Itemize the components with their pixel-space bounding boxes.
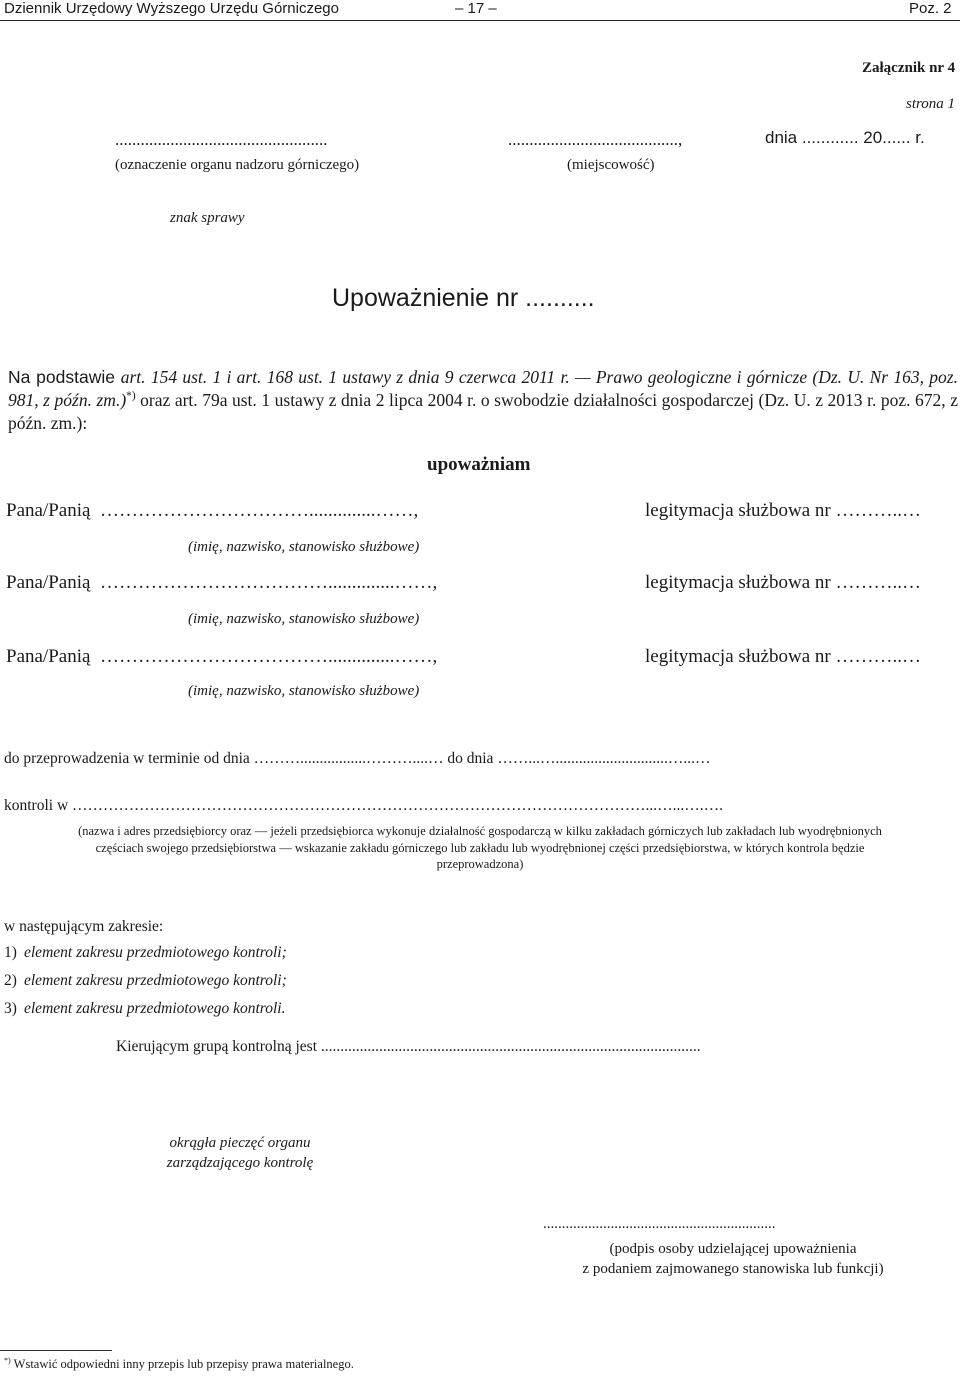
footnote-ref: *) bbox=[126, 390, 136, 403]
leader-line: Kierującym grupą kontrolną jest .................................................................................................. bbox=[116, 1038, 701, 1055]
scope-item-3-num: 3) bbox=[4, 1000, 17, 1017]
authority-dots: .................................................. bbox=[115, 130, 328, 149]
signature-line-1: (podpis osoby udzielającej upoważnienia bbox=[609, 1241, 857, 1257]
date-field: dnia ............ 20...... r. bbox=[765, 128, 925, 147]
footnote bbox=[4, 1357, 354, 1372]
authority-label: (oznaczenie organu nadzoru górniczego) bbox=[115, 157, 360, 173]
place-label: (miejscowość) bbox=[567, 157, 655, 173]
person-1-prefix: Pana/Panią bbox=[6, 500, 91, 521]
person-1-caption: (imię, nazwisko, stanowisko służbowe) bbox=[188, 539, 420, 555]
scope-item-2-num: 2) bbox=[4, 972, 17, 989]
case-sign: znak sprawy bbox=[170, 210, 245, 226]
term-line: do przeprowadzenia w terminie od dnia ……….................………....… do dnia ……...….............................…...… bbox=[4, 750, 711, 767]
control-line: kontroli w …………………………………………………………………………………………………...…...….…. bbox=[4, 797, 724, 814]
person-2-id: legitymacja służbowa nr ………..… bbox=[645, 572, 921, 593]
legal-basis-part3: oraz art. 79a ust. 1 ustawy z dnia 2 lipca 2004 r. o swobodzie działalności gospodarczej (Dz. U. z 2013 r. poz. 672, z późn. zm.): bbox=[8, 390, 958, 433]
person-2-dots: ………………………………..............……, bbox=[100, 572, 438, 593]
signature-dots: .............................................................. bbox=[543, 1216, 776, 1232]
scope-item-1-num: 1) bbox=[4, 944, 17, 961]
attachment-page: strona 1 bbox=[906, 96, 956, 112]
stamp-line-1: okrągła pieczęć organu bbox=[169, 1135, 311, 1151]
signature-line-2: z podaniem zajmowanego stanowiska lub funkcji) bbox=[582, 1261, 884, 1277]
person-1-id: legitymacja służbowa nr ………..… bbox=[645, 500, 921, 521]
person-2-caption: (imię, nazwisko, stanowisko służbowe) bbox=[188, 611, 420, 627]
address-note: (nazwa i adres przedsiębiorcy oraz — jeżeli przedsiębiorca wykonuje działalność gospodarczą w kilku zakładach górniczych lub zakładach lub wyodrębnionych częściach swojego przedsiębiorstwa — wskazanie zakładu górniczego lub zakładu lub wyodrębnionej części przedsiębiorstwa, w których kontrola będzie przeprowadzona) bbox=[78, 824, 882, 871]
position-number: Poz. 2 bbox=[909, 0, 952, 17]
scope-item-2-text: element zakresu przedmiotowego kontroli; bbox=[24, 972, 287, 989]
person-1-dots: ……………………………..............……, bbox=[100, 500, 419, 521]
person-3-caption: (imię, nazwisko, stanowisko służbowe) bbox=[188, 683, 420, 699]
scope-intro: w następującym zakresie: bbox=[4, 918, 164, 935]
scope-item-3-text: element zakresu przedmiotowego kontroli. bbox=[24, 1000, 286, 1017]
footnote-text: Wstawić odpowiedni inny przepis lub przepisy prawa materialnego. bbox=[10, 1357, 354, 1371]
person-3-dots: ………………………………..............……, bbox=[100, 646, 438, 667]
legal-basis bbox=[8, 366, 958, 435]
footnote-rule bbox=[0, 1350, 112, 1351]
page-number: – 17 – bbox=[455, 0, 497, 17]
footnote-mark: *) bbox=[4, 1355, 11, 1365]
document-title: Upoważnienie nr .......... bbox=[332, 284, 595, 312]
scope-item-1-text: element zakresu przedmiotowego kontroli; bbox=[24, 944, 287, 961]
place-dots: ........................................, bbox=[508, 130, 683, 149]
authorize-heading: upoważniam bbox=[427, 454, 531, 475]
header-rule bbox=[0, 20, 960, 21]
attachment-title: Załącznik nr 4 bbox=[862, 60, 956, 76]
legal-basis-part2: art. 154 ust. 1 i art. 168 ust. 1 ustawy z dnia 9 czerwca 2011 r. — Prawo geologiczne i górnicze (Dz. U. Nr 163, poz. 981, z późn. zm.) bbox=[8, 367, 958, 410]
person-3-prefix: Pana/Panią bbox=[6, 646, 91, 667]
person-2-prefix: Pana/Panią bbox=[6, 572, 91, 593]
stamp-line-2: zarządzającego kontrolę bbox=[166, 1155, 314, 1171]
person-3-id: legitymacja służbowa nr ………..… bbox=[645, 646, 921, 667]
legal-basis-part1: Na podstawie bbox=[8, 367, 121, 387]
journal-title: Dziennik Urzędowy Wyższego Urzędu Górniczego bbox=[4, 0, 339, 17]
